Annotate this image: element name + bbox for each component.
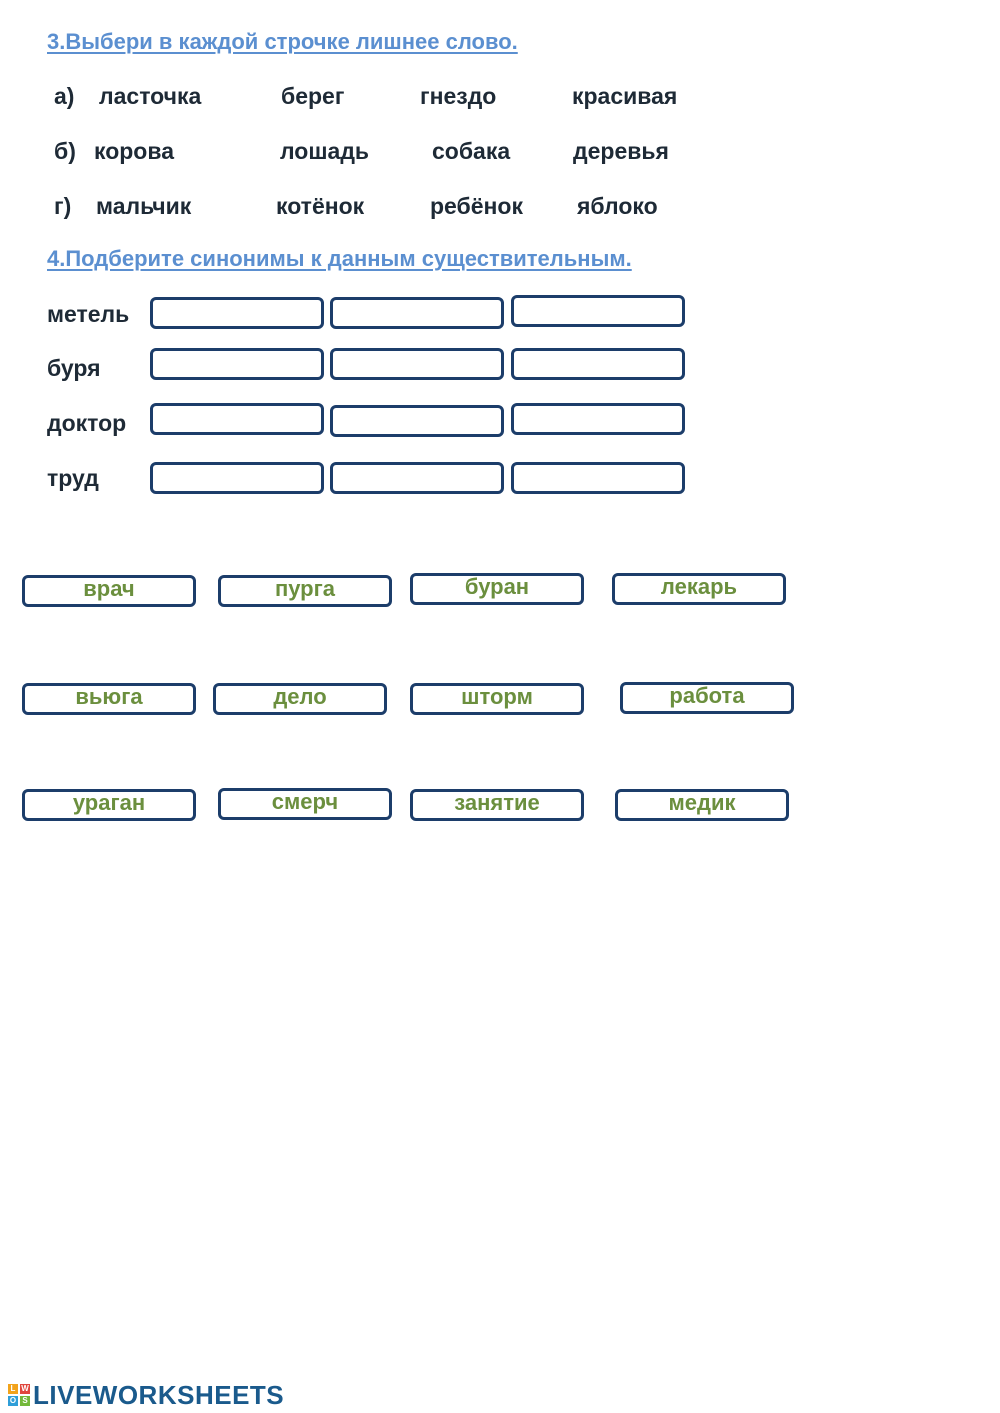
drop-zone[interactable] bbox=[330, 348, 504, 380]
draggable-word-tile[interactable]: смерч bbox=[218, 788, 392, 820]
noun-label: буря bbox=[47, 355, 101, 381]
noun-label: доктор bbox=[47, 410, 127, 436]
row-label: а) bbox=[54, 83, 75, 109]
draggable-word-tile[interactable]: шторм bbox=[410, 683, 584, 715]
drop-zone[interactable] bbox=[330, 462, 504, 494]
logo-text: LIVEWORKSHEETS bbox=[33, 1379, 285, 1410]
drop-zone[interactable] bbox=[330, 405, 504, 437]
drop-zone[interactable] bbox=[511, 348, 685, 380]
noun-label: труд bbox=[47, 465, 99, 491]
word-option[interactable]: корова bbox=[94, 138, 174, 164]
row-label: г) bbox=[54, 193, 72, 219]
liveworksheets-logo bbox=[8, 1381, 284, 1409]
draggable-word-tile[interactable]: лекарь bbox=[612, 573, 786, 605]
draggable-word-tile[interactable]: буран bbox=[410, 573, 584, 605]
draggable-word-tile[interactable]: работа bbox=[620, 682, 794, 714]
draggable-word-tile[interactable]: пурга bbox=[218, 575, 392, 607]
drop-zone[interactable] bbox=[150, 403, 324, 435]
word-option[interactable]: котёнок bbox=[276, 193, 365, 219]
word-option[interactable]: ласточка bbox=[99, 83, 202, 109]
drop-zone[interactable] bbox=[150, 297, 324, 329]
logo-cell: W bbox=[21, 1384, 29, 1393]
draggable-word-tile[interactable]: врач bbox=[22, 575, 196, 607]
word-option[interactable]: яблоко bbox=[577, 193, 658, 219]
word-option[interactable]: собака bbox=[432, 138, 511, 164]
word-option[interactable]: красивая bbox=[572, 83, 678, 109]
task4-heading: 4.Подберите синонимы к данным существительным. bbox=[47, 246, 632, 271]
task3-heading: 3.Выбери в каждой строчке лишнее слово. bbox=[47, 29, 518, 54]
drop-zone[interactable] bbox=[330, 297, 504, 329]
logo-mark-icon bbox=[8, 1384, 30, 1406]
draggable-word-tile[interactable]: занятие bbox=[410, 789, 584, 821]
row-label: б) bbox=[54, 138, 76, 164]
word-option[interactable]: ребёнок bbox=[430, 193, 523, 219]
word-option[interactable]: лошадь bbox=[280, 138, 370, 164]
draggable-word-tile[interactable]: вьюга bbox=[22, 683, 196, 715]
word-option[interactable]: гнездо bbox=[420, 83, 497, 109]
drop-zone[interactable] bbox=[511, 462, 685, 494]
drop-zone[interactable] bbox=[511, 403, 685, 435]
logo-cell: S bbox=[20, 1396, 30, 1406]
logo-cell: L bbox=[8, 1384, 18, 1394]
drop-zone[interactable] bbox=[150, 462, 324, 494]
draggable-word-tile[interactable]: медик bbox=[615, 789, 789, 821]
draggable-word-tile[interactable]: ураган bbox=[22, 789, 196, 821]
draggable-word-tile[interactable]: дело bbox=[213, 683, 387, 715]
noun-label: метель bbox=[47, 301, 130, 327]
word-option[interactable]: берег bbox=[281, 83, 345, 109]
word-option[interactable]: деревья bbox=[573, 138, 669, 164]
drop-zone[interactable] bbox=[150, 348, 324, 380]
logo-cell: O bbox=[9, 1396, 17, 1405]
word-option[interactable]: мальчик bbox=[96, 193, 192, 219]
drop-zone[interactable] bbox=[511, 295, 685, 327]
